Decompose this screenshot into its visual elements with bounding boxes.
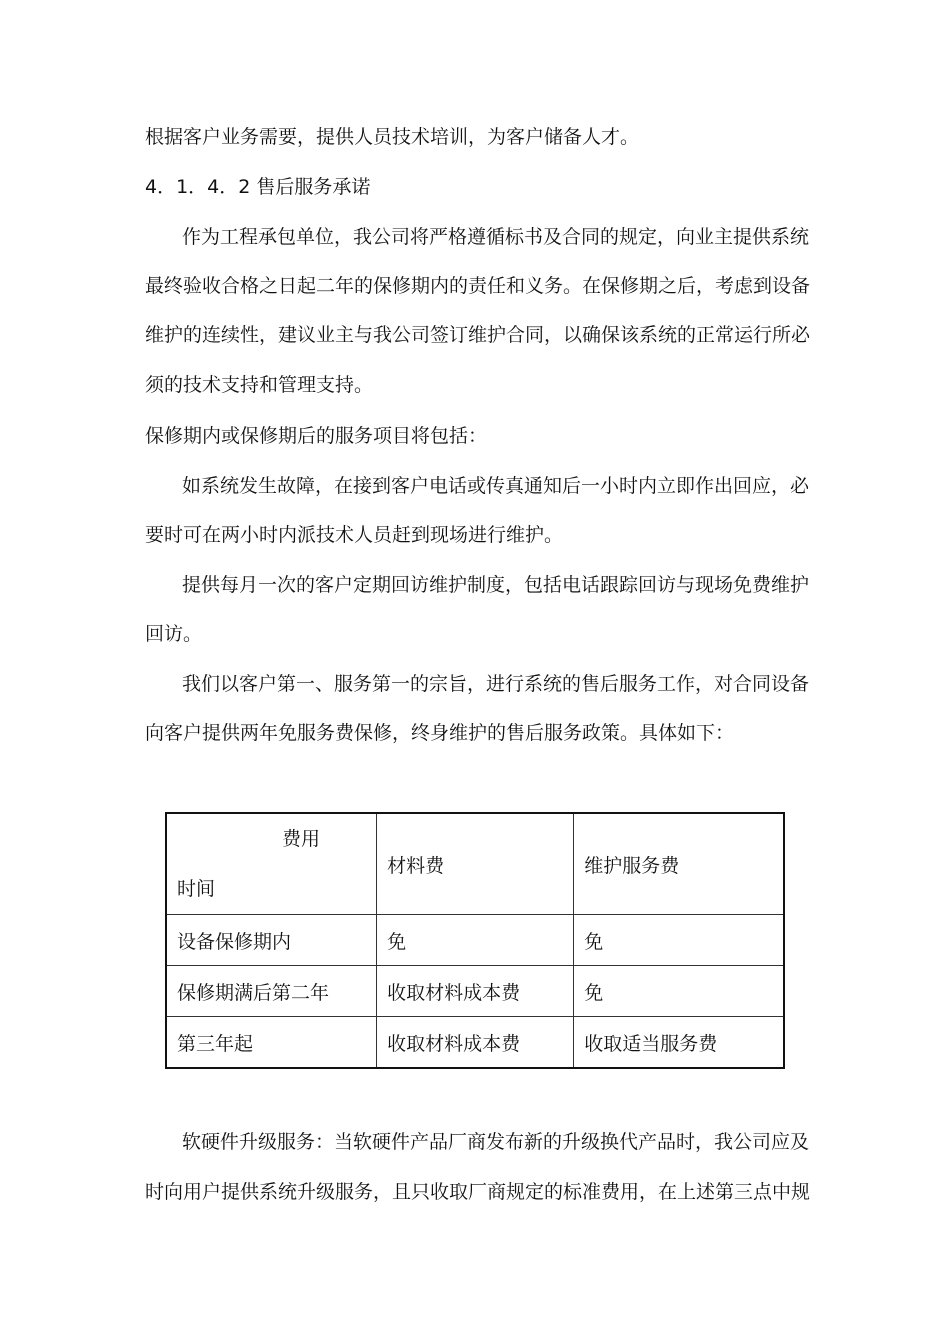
paragraph-upgrade-line-1: 软硬件升级服务：当软硬件产品厂商发布新的升级换代产品时，我公司应及 — [182, 1131, 810, 1153]
paragraph-service-items: 保修期内或保修期后的服务项目将包括： — [145, 425, 488, 447]
table-header-row — [166, 813, 784, 915]
table-cell: 收取材料成本费 — [377, 1017, 574, 1069]
paragraph-commitment-line-3: 维护的连续性，建议业主与我公司签订维护合同，以确保该系统的正常运行所必 — [145, 324, 811, 346]
paragraph-commitment-line-2: 最终验收合格之日起二年的保修期内的责任和义务。在保修期之后，考虑到设备 — [145, 275, 811, 297]
paragraph-policy-line-2: 向客户提供两年免服务费保修，终身维护的售后服务政策。具体如下： — [145, 722, 735, 744]
table-cell: 第三年起 — [166, 1017, 377, 1069]
header-fee-label: 费用 — [282, 828, 321, 850]
paragraph-visit-line-1: 提供每月一次的客户定期回访维护制度，包括电话跟踪回访与现场免费维护 — [182, 574, 810, 596]
header-maintenance-fee: 维护服务费 — [574, 813, 784, 915]
table-cell: 收取材料成本费 — [377, 966, 574, 1017]
table-cell: 免 — [574, 915, 784, 966]
table-row — [166, 1017, 784, 1069]
paragraph-fault-line-2: 要时可在两小时内派技术人员赶到现场进行维护。 — [145, 524, 564, 546]
table-row — [166, 966, 784, 1017]
table-cell: 免 — [377, 915, 574, 966]
table-cell: 收取适当服务费 — [574, 1017, 784, 1069]
table-row — [166, 915, 784, 966]
paragraph-commitment-line-4: 须的技术支持和管理支持。 — [145, 374, 374, 396]
paragraph-visit-line-2: 回访。 — [145, 623, 203, 645]
paragraph-fault-line-1: 如系统发生故障，在接到客户电话或传真通知后一小时内立即作出回应，必 — [182, 475, 810, 497]
table-cell: 保修期满后第二年 — [166, 966, 377, 1017]
fee-table — [165, 812, 785, 1069]
table-cell: 设备保修期内 — [166, 915, 377, 966]
table-cell: 免 — [574, 966, 784, 1017]
section-heading: 4．1．4．2 售后服务承诺 — [145, 176, 371, 198]
paragraph-commitment-line-1: 作为工程承包单位，我公司将严格遵循标书及合同的规定，向业主提供系统 — [182, 226, 810, 248]
paragraph-upgrade-line-2: 时向用户提供系统升级服务，且只收取厂商规定的标准费用，在上述第三点中规 — [145, 1181, 811, 1203]
table-header-diagonal-cell — [166, 813, 377, 915]
paragraph-training: 根据客户业务需要，提供人员技术培训，为客户储备人才。 — [145, 126, 640, 148]
paragraph-policy-line-1: 我们以客户第一、服务第一的宗旨，进行系统的售后服务工作，对合同设备 — [182, 673, 810, 695]
header-time-label: 时间 — [177, 878, 216, 900]
header-material-fee: 材料费 — [377, 813, 574, 915]
